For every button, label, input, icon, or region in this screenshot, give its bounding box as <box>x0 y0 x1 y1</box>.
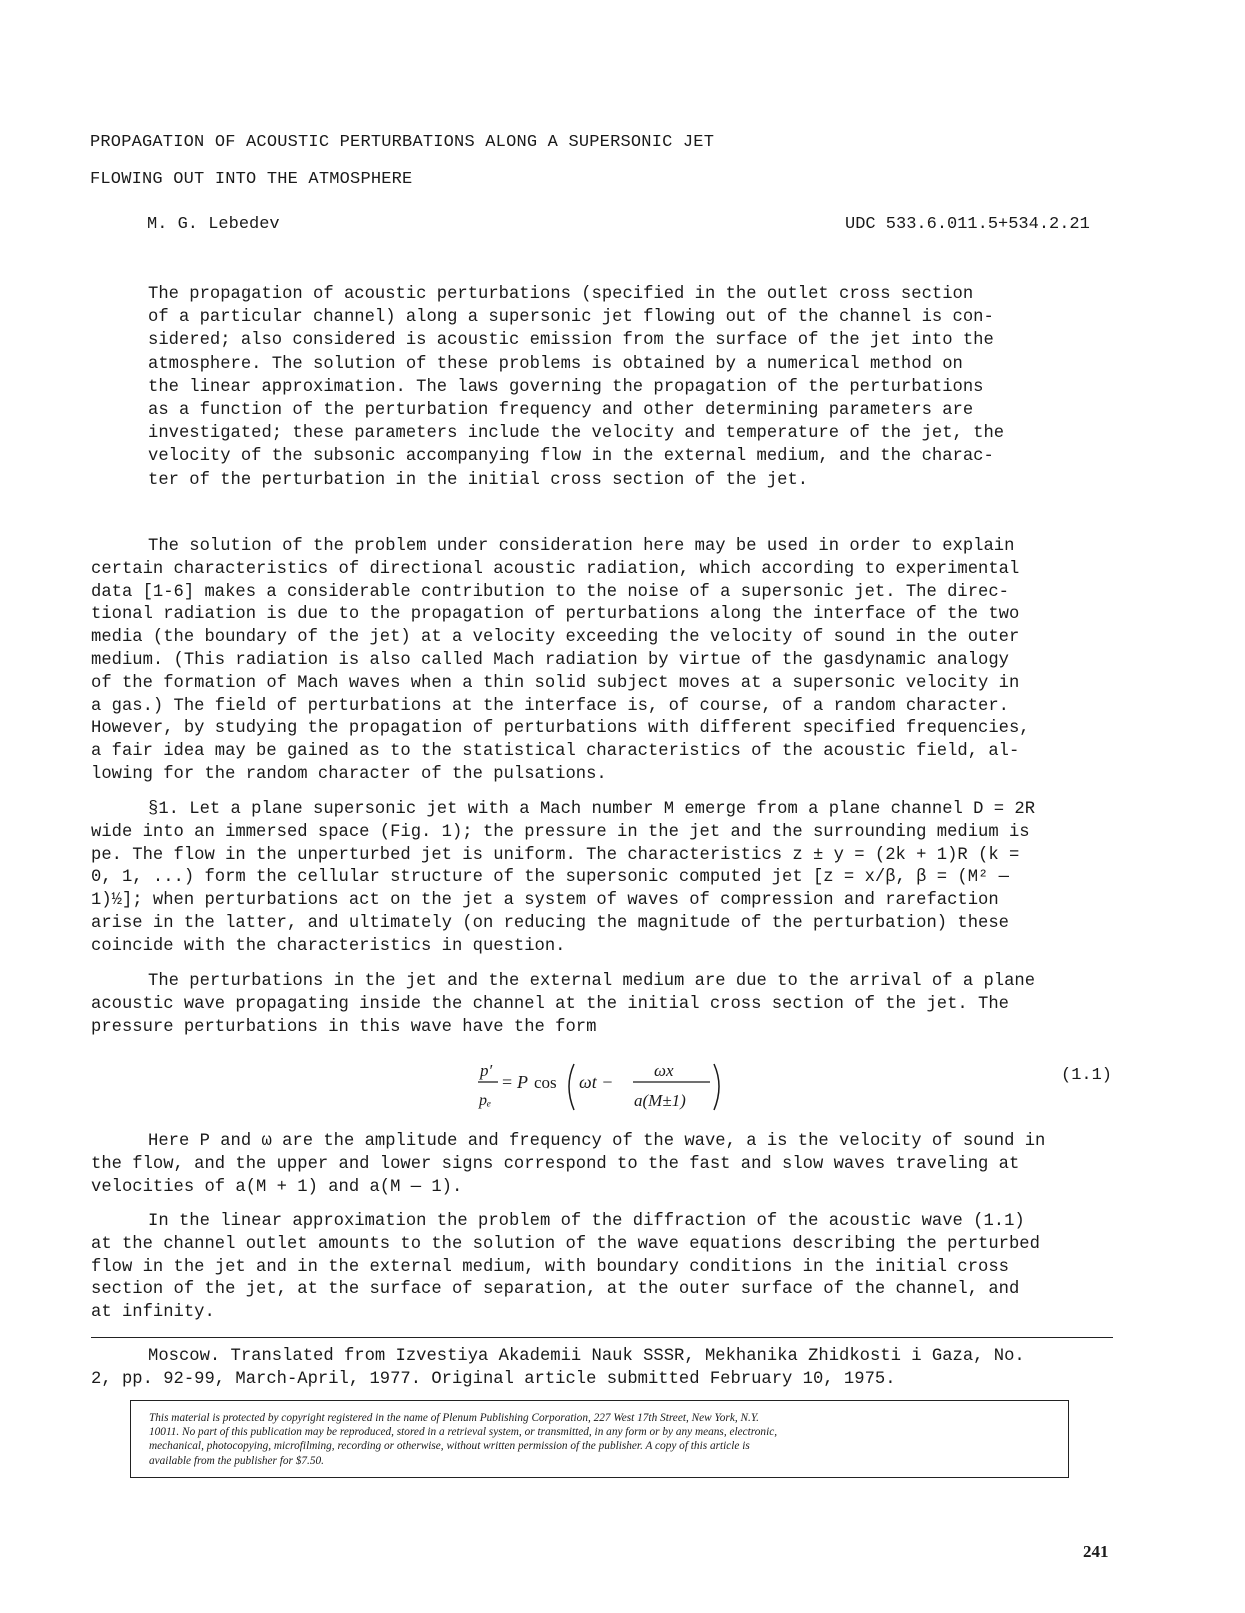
abstract-line: the linear approximation. The laws governing the propagation of the perturbations <box>148 377 984 397</box>
paragraph-line: Here P and ω are the amplitude and frequency of the wave, a is the velocity of sound in <box>148 1132 1046 1151</box>
paragraph-line: However, by studying the propagation of perturbations with different specified frequencies, <box>91 719 1030 739</box>
title-line-2: FLOWING OUT INTO THE ATMOSPHERE <box>90 170 413 189</box>
paragraph-line: flow in the jet and in the external medium, with boundary conditions in the initial cross <box>91 1257 1009 1277</box>
copyright-notice-box <box>130 1400 1069 1478</box>
paragraph-line: In the linear approximation the problem of the diffraction of the acoustic wave (1.1) <box>148 1212 1025 1231</box>
paragraph-line: at the channel outlet amounts to the solution of the wave equations describing the perturbed <box>91 1234 1040 1254</box>
paragraph-amplitude <box>91 1131 1126 1199</box>
paragraph-line: 0, 1, ...) form the cellular structure of the supersonic computed jet [z = x/β, β = (M² — <box>91 868 1009 888</box>
footnote-line: 2, pp. 92-99, March-April, 1977. Original article submitted February 10, 1975. <box>91 1370 896 1389</box>
eq-right-paren <box>714 1064 719 1110</box>
paragraph-line: §1. Let a plane supersonic jet with a Mach number M emerge from a plane channel D = 2R <box>148 800 1036 819</box>
paragraph-line: pressure perturbations in this wave have the form <box>91 1017 597 1037</box>
eq-frac-denominator: a(M±1) <box>634 1091 686 1110</box>
copyright-line: This material is protected by copyright registered in the name of Plenum Publishing Corporation, 227 West 17th Street, New York, N.Y. <box>149 1412 759 1424</box>
eq-equals: = <box>502 1072 513 1092</box>
eq-left-paren <box>569 1064 574 1110</box>
paragraph-line: lowing for the random character of the pulsations. <box>91 764 607 784</box>
copyright-line: available from the publisher for $7.50. <box>149 1454 324 1467</box>
abstract <box>148 283 1083 492</box>
paragraph-line: The perturbations in the jet and the external medium are due to the arrival of a plane <box>148 972 1036 991</box>
footnote <box>91 1345 1126 1391</box>
equation-number: (1.1) <box>1061 1066 1113 1085</box>
eq-amplitude: P <box>517 1072 528 1092</box>
paragraph-line: velocities of a(M + 1) and a(M — 1). <box>91 1177 463 1197</box>
paragraph-line: medium. (This radiation is also called Mach radiation by virtue of the gasdynamic analogy <box>91 650 1009 670</box>
title-line-1: PROPAGATION OF ACOUSTIC PERTURBATIONS ALONG A SUPERSONIC JET <box>90 133 715 152</box>
paragraph-line: certain characteristics of directional acoustic radiation, which according to experimental <box>91 559 1020 579</box>
footnote-divider <box>91 1337 1113 1338</box>
paragraph-line: The solution of the problem under consideration here may be used in order to explain <box>148 537 1015 556</box>
paragraph-perturbations <box>91 971 1126 1039</box>
abstract-line: The propagation of acoustic perturbations (specified in the outlet cross section <box>148 285 974 304</box>
paragraph-line: 1)½]; when perturbations act on the jet a system of waves of compression and rarefaction <box>91 891 999 911</box>
eq-frac-numerator: ωx <box>654 1061 674 1080</box>
paragraph-introduction <box>91 536 1126 787</box>
paragraph-linear-approximation <box>91 1211 1126 1325</box>
eq-cos: cos <box>534 1073 557 1092</box>
paragraph-line: data [1-6] makes a considerable contribution to the noise of a supersonic jet. The direc- <box>91 582 1009 602</box>
paragraph-line: a fair idea may be gained as to the statistical characteristics of the acoustic field, al- <box>91 742 1020 762</box>
eq-lhs-numerator: p′ <box>480 1061 493 1080</box>
paragraph-line: at infinity. <box>91 1303 215 1323</box>
paragraph-line: a gas.) The field of perturbations at the interface is, of course, of a random character. <box>91 696 1009 716</box>
abstract-line: as a function of the perturbation frequency and other determining parameters are <box>148 401 974 421</box>
copyright-line: 10011. No part of this publication may be reproduced, stored in a retrieval system, or transmitted, in any form or by any means, electronic, <box>149 1426 778 1439</box>
copyright-text <box>149 1411 777 1468</box>
paragraph-line: of the formation of Mach waves when a thin solid subject moves at a supersonic velocity in <box>91 673 1020 693</box>
eq-lhs-denominator: pₑ <box>479 1092 492 1109</box>
abstract-line: investigated; these parameters include the velocity and temperature of the jet, the <box>148 424 1005 444</box>
paragraph-section-1 <box>91 799 1126 959</box>
abstract-line: ter of the perturbation in the initial cross section of the jet. <box>148 470 809 490</box>
copyright-line: mechanical, photocopying, microfilming, recording or otherwise, without written permission of the publisher. A copy of this article is <box>149 1440 750 1453</box>
paragraph-line: arise in the latter, and ultimately (on reducing the magnitude of the perturbation) these <box>91 913 1009 933</box>
eq-omega-t: ωt − <box>579 1072 614 1092</box>
paragraph-line: wide into an immersed space (Fig. 1); the pressure in the jet and the surrounding medium is <box>91 822 1030 842</box>
abstract-line: sidered; also considered is acoustic emission from the surface of the jet into the <box>148 331 994 351</box>
equation-1-1 <box>478 1058 738 1116</box>
footnote-line: Moscow. Translated from Izvestiya Akademii Nauk SSSR, Mekhanika Zhidkosti i Gaza, No. <box>148 1347 1025 1366</box>
abstract-line: of a particular channel) along a supersonic jet flowing out of the channel is con- <box>148 308 994 328</box>
paragraph-line: coincide with the characteristics in question. <box>91 936 566 956</box>
page-number: 241 <box>1083 1542 1109 1561</box>
author: M. G. Lebedev <box>147 215 280 234</box>
udc-code: UDC 533.6.011.5+534.2.21 <box>845 215 1090 234</box>
paragraph-line: section of the jet, at the surface of separation, at the outer surface of the channel, and <box>91 1280 1020 1300</box>
paragraph-line: pe. The flow in the unperturbed jet is uniform. The characteristics z ± y = (2k + 1)R (k = <box>91 845 1020 865</box>
paragraph-line: acoustic wave propagating inside the channel at the initial cross section of the jet. The <box>91 994 1009 1014</box>
paragraph-line: the flow, and the upper and lower signs correspond to the fast and slow waves traveling at <box>91 1154 1020 1174</box>
abstract-line: velocity of the subsonic accompanying flow in the external medium, and the charac- <box>148 447 994 467</box>
abstract-line: atmosphere. The solution of these problems is obtained by a numerical method on <box>148 354 963 374</box>
paragraph-line: media (the boundary of the jet) at a velocity exceeding the velocity of sound in the outer <box>91 628 1020 648</box>
paragraph-line: tional radiation is due to the propagation of perturbations along the interface of the two <box>91 605 1020 625</box>
